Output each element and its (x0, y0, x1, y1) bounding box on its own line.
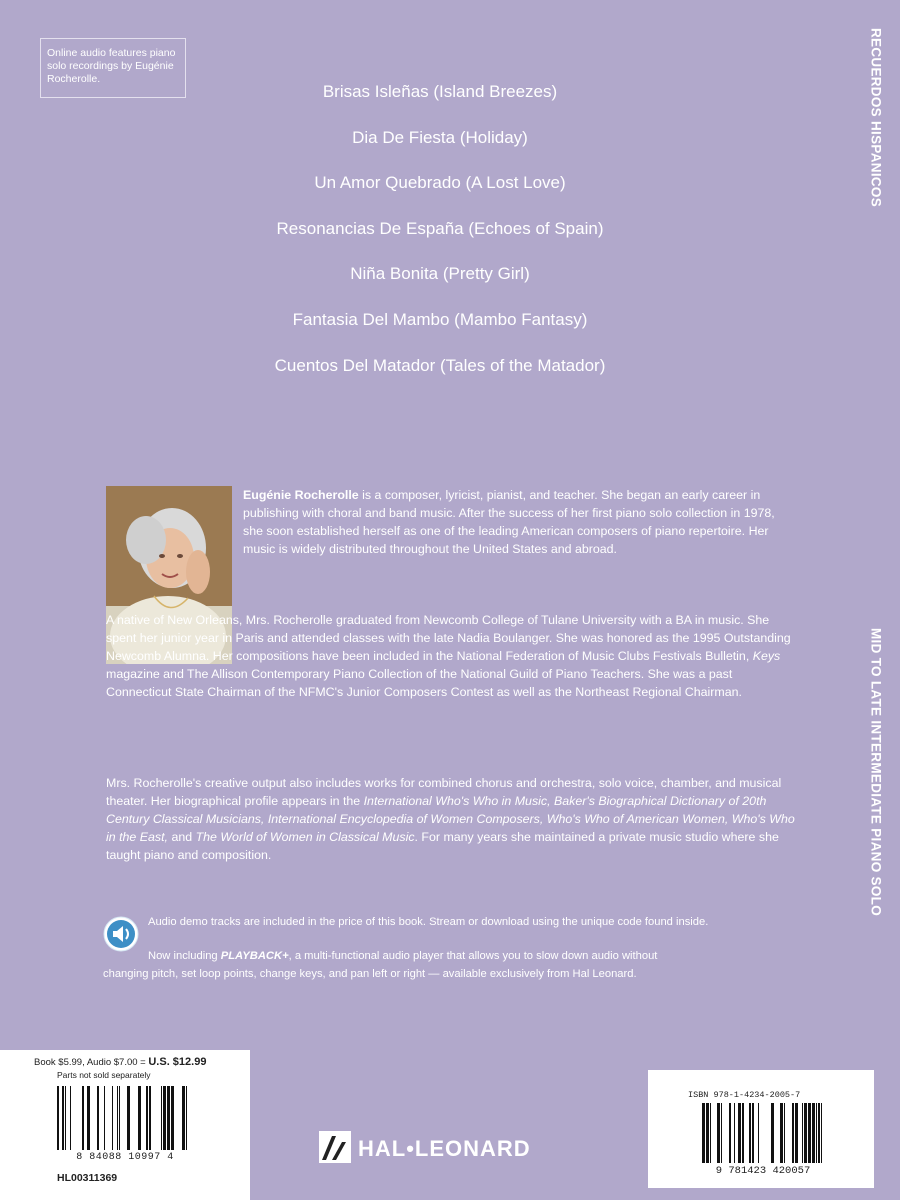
playback-note (148, 948, 808, 965)
price-note: Parts not sold separately (57, 1070, 151, 1080)
bio-text: Mrs. Rocherolle's creative output also includes works for combined chorus and orchestra, solo voice, chamber, and musical theater. Her biographical profile appears in the (106, 776, 782, 808)
bio-paragraph-2 (106, 611, 798, 701)
playback-text: Now including (148, 950, 221, 962)
bio-text: is a composer, lyricist, pianist, and teacher. She began an early career in publishing with choral and band music. After the success of her first piano solo collection in 1978, she soon established herself as one of the leading American composers of piano repertoire. Her music is widely distributed throughout the United States and abroad. (243, 488, 775, 556)
hal-leonard-logo (318, 1126, 598, 1166)
song-title: Niña Bonita (Pretty Girl) (350, 264, 530, 284)
price-box (0, 1050, 250, 1200)
song-title: Un Amor Quebrado (A Lost Love) (314, 173, 566, 193)
song-title: Fantasia Del Mambo (Mambo Fantasy) (292, 309, 588, 329)
spine-title: RECUERDOS HISPANICOS (868, 28, 884, 208)
bio-paragraph-3 (106, 774, 798, 864)
isbn-number: ISBN 978-1-4234-2005-7 (688, 1090, 801, 1100)
online-audio-note: Online audio features piano solo recordings by Eugénie Rocherolle. (40, 38, 186, 98)
isbn-digits: 9 781423 420057 (715, 1165, 811, 1177)
upc-digits: 8 84088 10997 4 (76, 1152, 174, 1163)
spine-level: MID TO LATE INTERMEDIATE PIANO SOLO (868, 628, 884, 917)
spine (852, 0, 900, 1200)
upc-barcode (57, 1086, 187, 1150)
publisher-name: HAL•LEONARD (358, 1136, 531, 1161)
bio-paragraph-1 (243, 486, 798, 558)
playback-note-continued: changing pitch, set loop points, change keys, and pan left or right — available exclusively from Hal Leonard. (103, 968, 637, 980)
speaker-icon (103, 916, 139, 952)
bio-italic: International Who's Who in Music, Baker's Biographical Dictionary of 20th Century Classical Musicians, International Encyclopedia of Women Composers, Who's Who of American Women, Who's Who in the East, (106, 794, 795, 844)
playback-brand: PLAYBACK+ (220, 950, 289, 962)
song-title: Brisas Isleñas (Island Breezes) (322, 82, 558, 101)
bio-text: . For many years she maintained a private music studio where she taught piano and composition. (106, 830, 779, 862)
bio-italic: Keys (752, 649, 781, 663)
composer-name: Eugénie Rocherolle (243, 488, 359, 502)
bio-text: magazine and The Allison Contemporary Piano Collection of the National Guild of Piano Teachers. She was a past Connecticut State Chairman of the NFMC's Junior Composers Contest as well as the Northeast Regional Chairman. (106, 667, 742, 699)
price-line (34, 1056, 206, 1068)
song-list (140, 78, 740, 397)
price-value: U.S. $12.99 (148, 1056, 207, 1068)
isbn-barcode (702, 1103, 826, 1163)
song-title: Cuentos Del Matador (Tales of the Matador) (274, 355, 606, 375)
price-prefix: Book $5.99, Audio $7.00 = (34, 1057, 149, 1068)
bio-text: A native of New Orleans, Mrs. Rocherolle graduated from Newcomb College of Tulane University with a BA in music. She spent her junior year in Paris and attended classes with the late Nadia Boulanger. She was honored as the 1995 Outstanding Newcomb Alumna. Her compositions have been included in the National Federation of Music Clubs Festivals Bulletin, (106, 613, 791, 663)
hal-leonard-emblem-icon (318, 1130, 352, 1164)
audio-demo-note: Audio demo tracks are included in the price of this book. Stream or download using the unique code found inside. (148, 916, 709, 928)
bio-text: and (168, 830, 196, 844)
playback-text: , a multi-functional audio player that allows you to slow down audio without (288, 950, 658, 962)
song-title: Dia De Fiesta (Holiday) (352, 127, 528, 147)
bio-italic: The World of Women in Classical Music (195, 830, 415, 844)
isbn-box (648, 1070, 874, 1188)
song-title: Resonancias De España (Echoes of Spain) (276, 218, 604, 238)
product-code: HL00311369 (57, 1172, 118, 1184)
